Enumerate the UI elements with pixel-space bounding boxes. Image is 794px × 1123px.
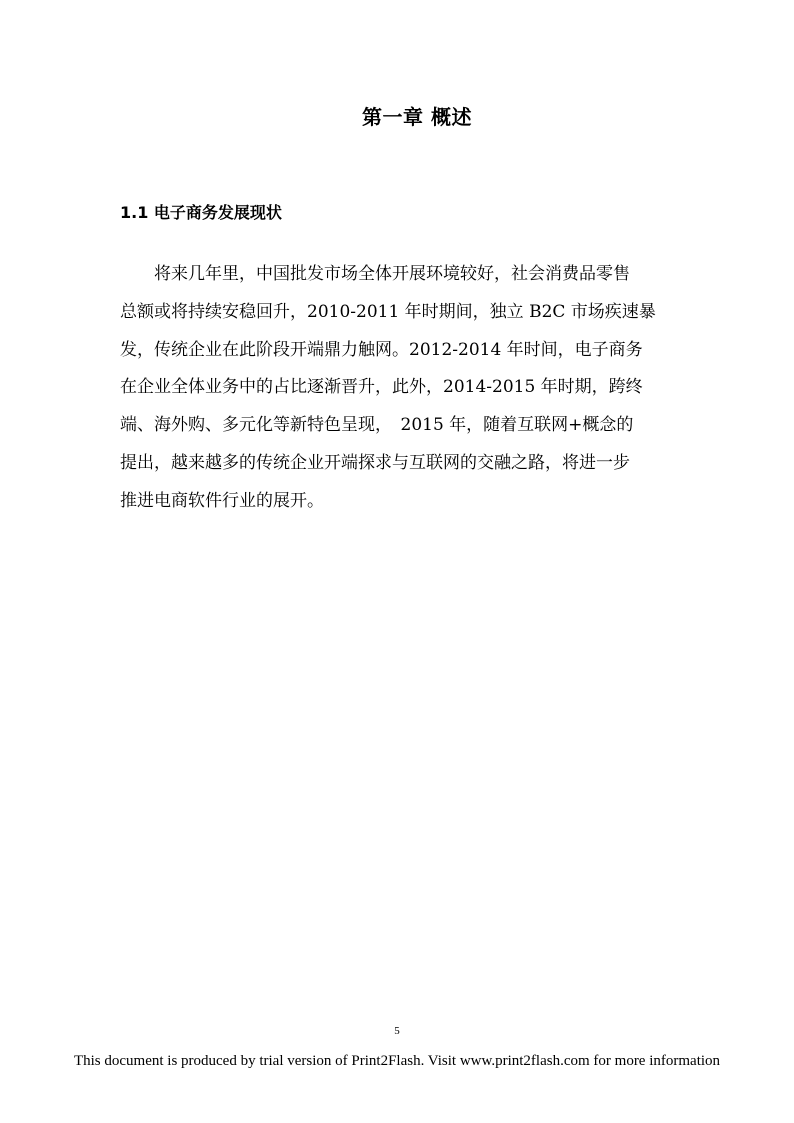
paragraph-line: 发，传统企业在此阶段开端鼎力触网。2012-2014 年时间，电子商务 — [120, 339, 643, 360]
paragraph-line: 推进电商软件行业的展开。 — [120, 490, 324, 511]
section-title: 1.1 电子商务发展现状 — [120, 203, 282, 222]
chapter-title: 第一章 概述 — [362, 105, 472, 129]
body-paragraph — [120, 256, 688, 521]
paragraph-line: 提出，越来越多的传统企业开端探求与互联网的交融之路，将进一步 — [120, 452, 630, 473]
paragraph-line: 端、海外购、多元化等新特色呈现， 2015 年，随着互联网+概念的 — [120, 415, 634, 436]
paragraph-line: 总额或将持续安稳回升，2010-2011 年时期间，独立 B2C 市场疾速暴 — [120, 301, 656, 322]
page-number: 5 — [394, 1025, 400, 1037]
trial-watermark: This document is produced by trial version of Print2Flash. Visit www.print2flash.com for more information — [73, 1053, 721, 1069]
paragraph-line: 将来几年里，中国批发市场全体开展环境较好，社会消费品零售 — [120, 264, 630, 284]
paragraph-line: 在企业全体业务中的占比逐渐晋升，此外，2014-2015 年时期，跨终 — [120, 377, 643, 398]
